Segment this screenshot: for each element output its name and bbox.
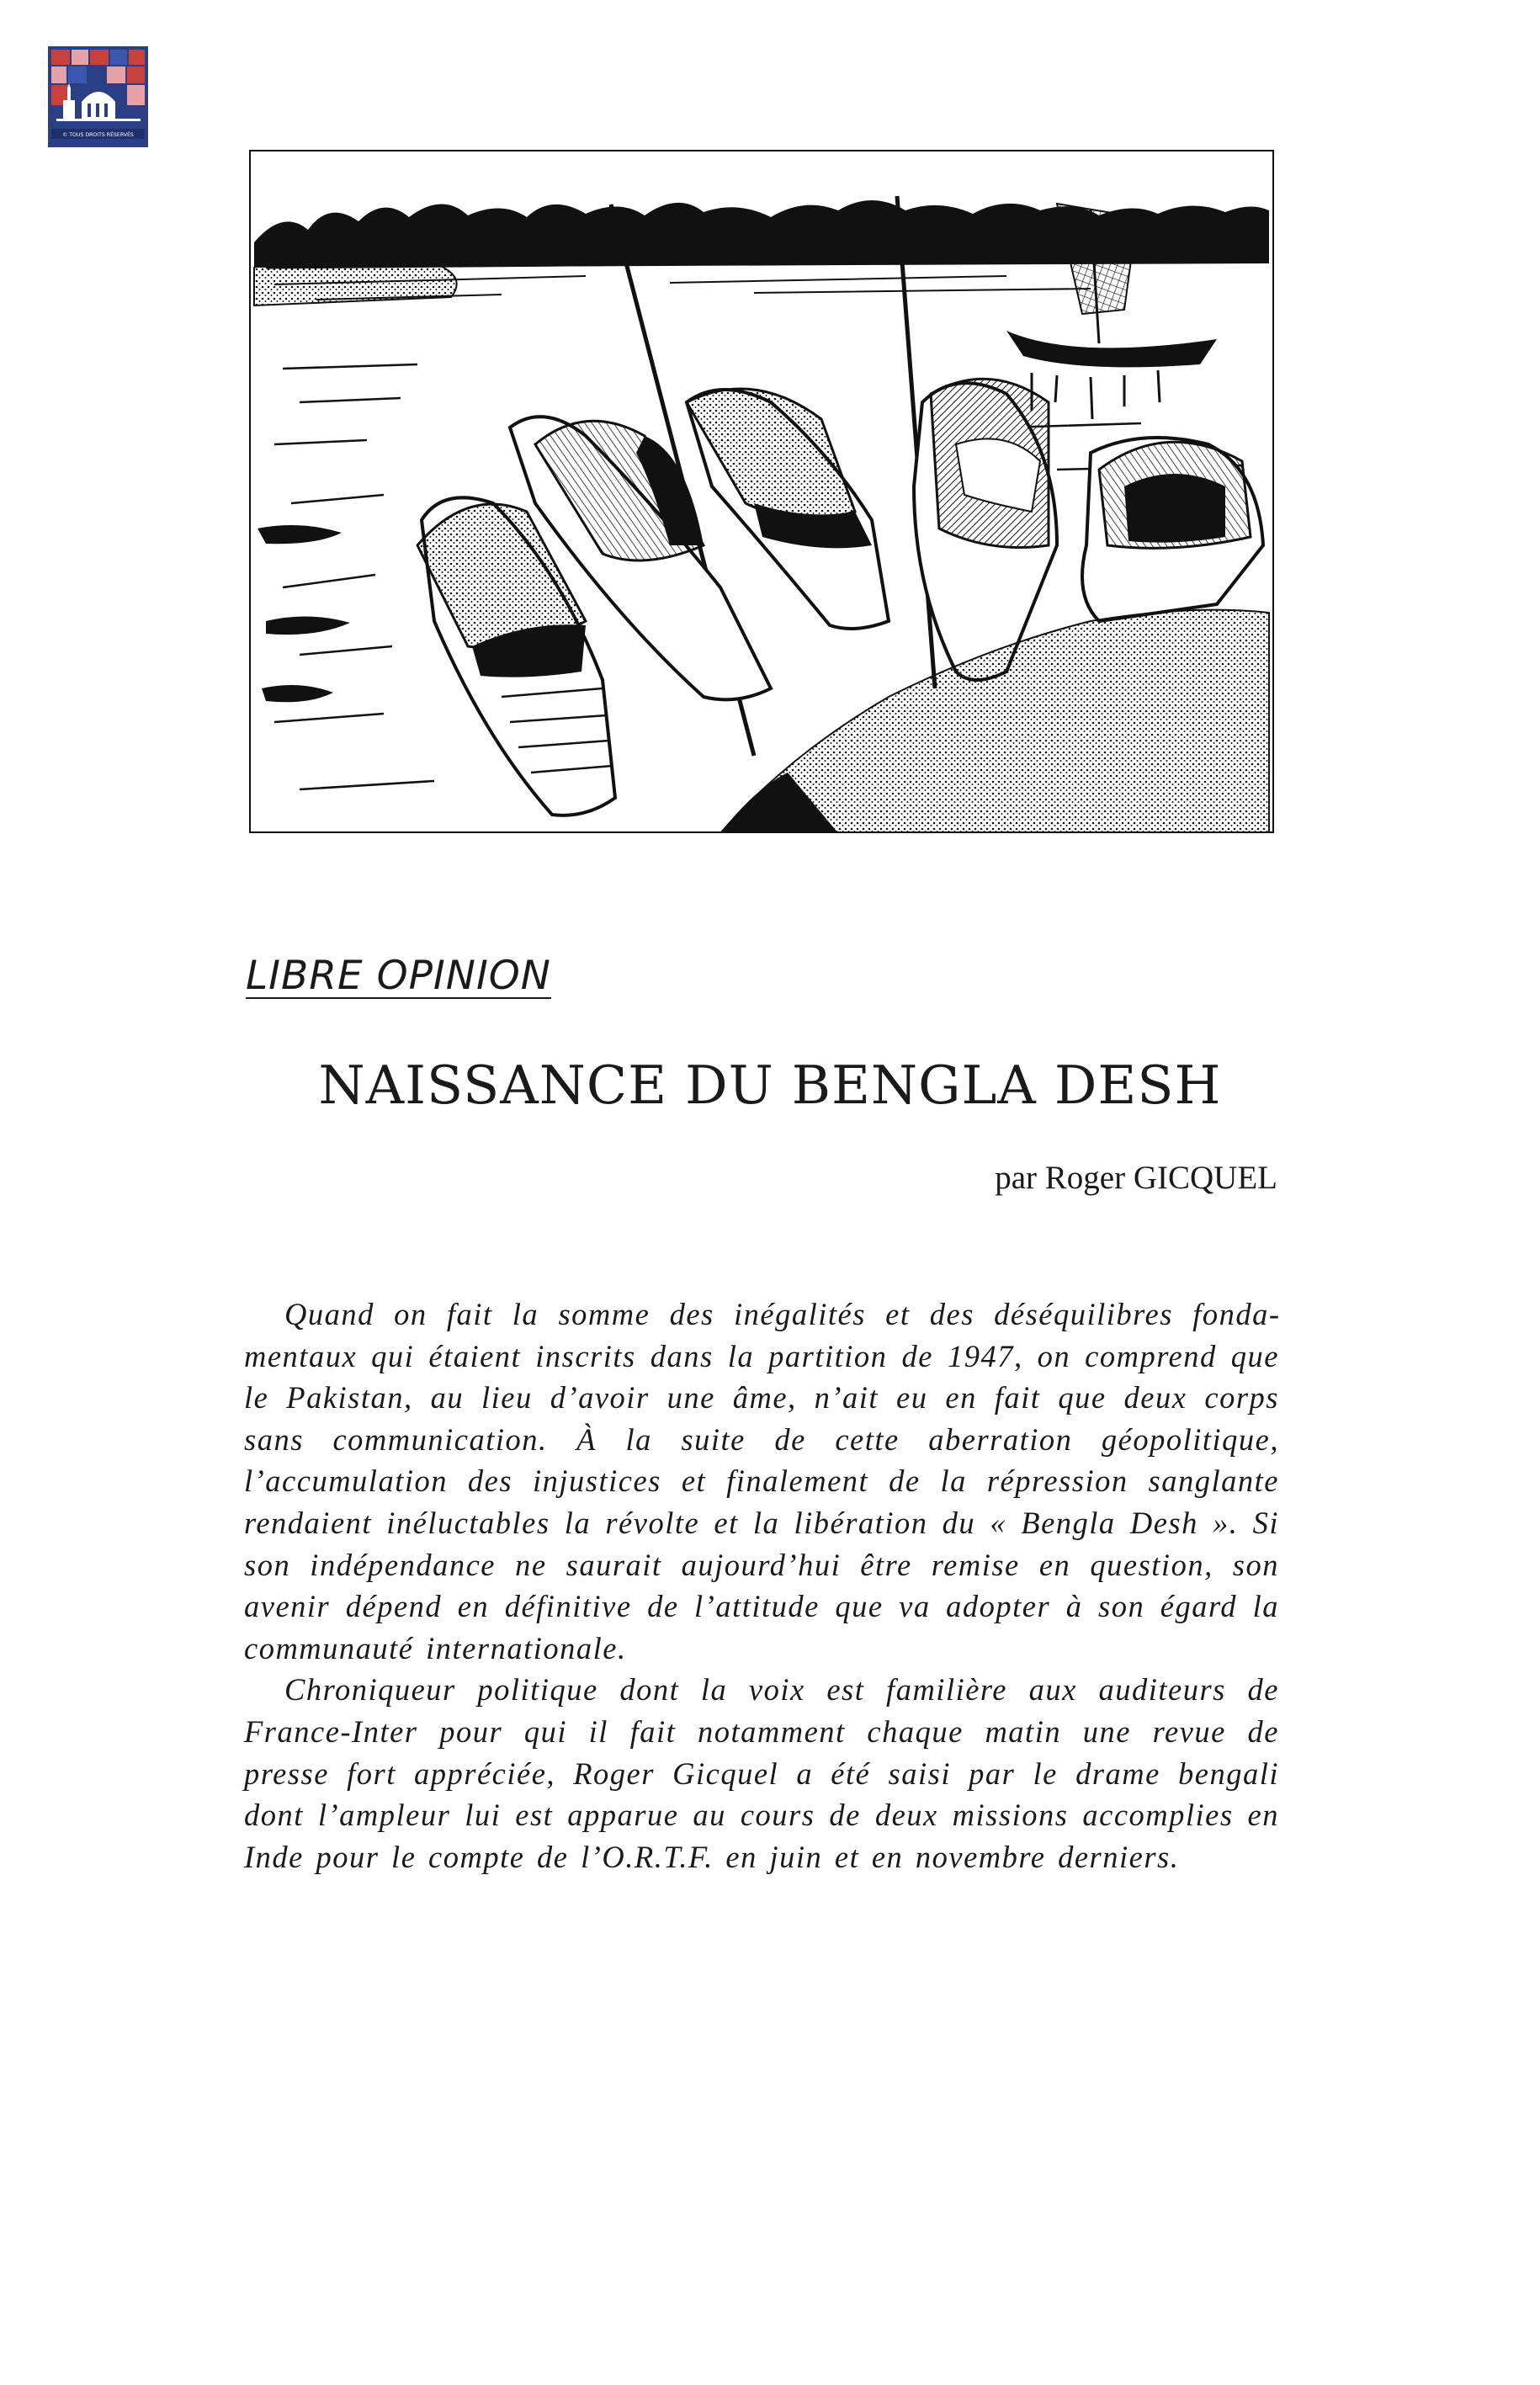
article-title: NAISSANCE DU BENGLA DESH [318,1054,1222,1116]
intro-paragraph: Quand on fait la somme des inégalités et des déséquilibres fondamentaux qui étaient inscrits dans la partition de 1947, on comprend que le Pakistan, au lieu d’avoir une âme, n’ait eu en fait que deux corps sans communication. À la suite de cette aberration géopolitique, l’accumulation des injustices et finalement de la répression sanglante rendaient inéluctables la révolte et la libération du « Bengla Desh ». Si son indépendance ne saurait aujourd’hui être remise en question, son avenir dépend en définitive de l’attitude que va adopter à son égard la communauté internationale. [244,1297,1279,1665]
library-logo [48,46,148,147]
byline: par Roger GICQUEL [995,1160,1277,1196]
boats-illustration [249,150,1274,833]
section-label: LIBRE OPINION [246,953,551,999]
logo-caption: © TOUS DROITS RÉSERVÉS [62,132,134,138]
intro-paragraph: Chroniqueur politique dont la voix est familière aux auditeurs de France-Inter pour qui il fait notamment chaque matin une revue de presse fort appréciée, Roger Gicquel a été saisi par le drame bengali dont l’ampleur lui est apparue au cours de deux missions accomplies en Inde pour le compte de l’O.R.T.F. en juin et en novembre derniers. [244,1672,1279,1874]
intro-text [244,1293,1279,1878]
